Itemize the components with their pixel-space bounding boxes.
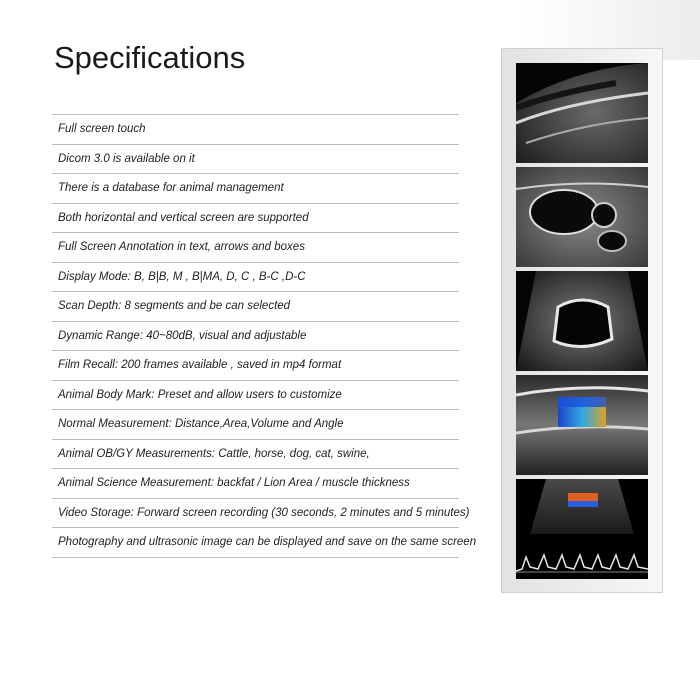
spec-row: Full Screen Annotation in text, arrows and boxes	[52, 233, 459, 263]
spec-row: Full screen touch	[52, 115, 459, 145]
spec-row: Photography and ultrasonic image can be displayed and save on the same screen	[52, 528, 459, 558]
ultrasound-image-panel	[501, 48, 663, 593]
spec-row: Dicom 3.0 is available on it	[52, 145, 459, 175]
spec-row: Normal Measurement: Distance,Area,Volume and Angle	[52, 410, 459, 440]
spec-row: Display Mode: B, B|B, M , B|MA, D, C , B-C ,D-C	[52, 263, 459, 293]
spec-row: Animal OB/GY Measurements: Cattle, horse, dog, cat, swine,	[52, 440, 459, 470]
ultrasound-image-3	[516, 271, 648, 371]
spec-list	[52, 114, 477, 558]
spec-row: Both horizontal and vertical screen are supported	[52, 204, 459, 234]
spec-row: Animal Science Measurement: backfat / Lion Area / muscle thickness	[52, 469, 459, 499]
spec-row: Video Storage: Forward screen recording (30 seconds, 2 minutes and 5 minutes)	[52, 499, 459, 529]
page-title: Specifications	[54, 40, 246, 75]
ultrasound-image-2	[516, 167, 648, 267]
spec-row: There is a database for animal management	[52, 174, 459, 204]
ultrasound-image-5	[516, 479, 648, 579]
spec-row: Dynamic Range: 40~80dB, visual and adjustable	[52, 322, 459, 352]
spec-row: Scan Depth: 8 segments and be can selected	[52, 292, 459, 322]
ultrasound-image-4	[516, 375, 648, 475]
ultrasound-image-1	[516, 63, 648, 163]
spec-row: Animal Body Mark: Preset and allow users to customize	[52, 381, 459, 411]
spec-row: Film Recall: 200 frames available , saved in mp4 format	[52, 351, 459, 381]
